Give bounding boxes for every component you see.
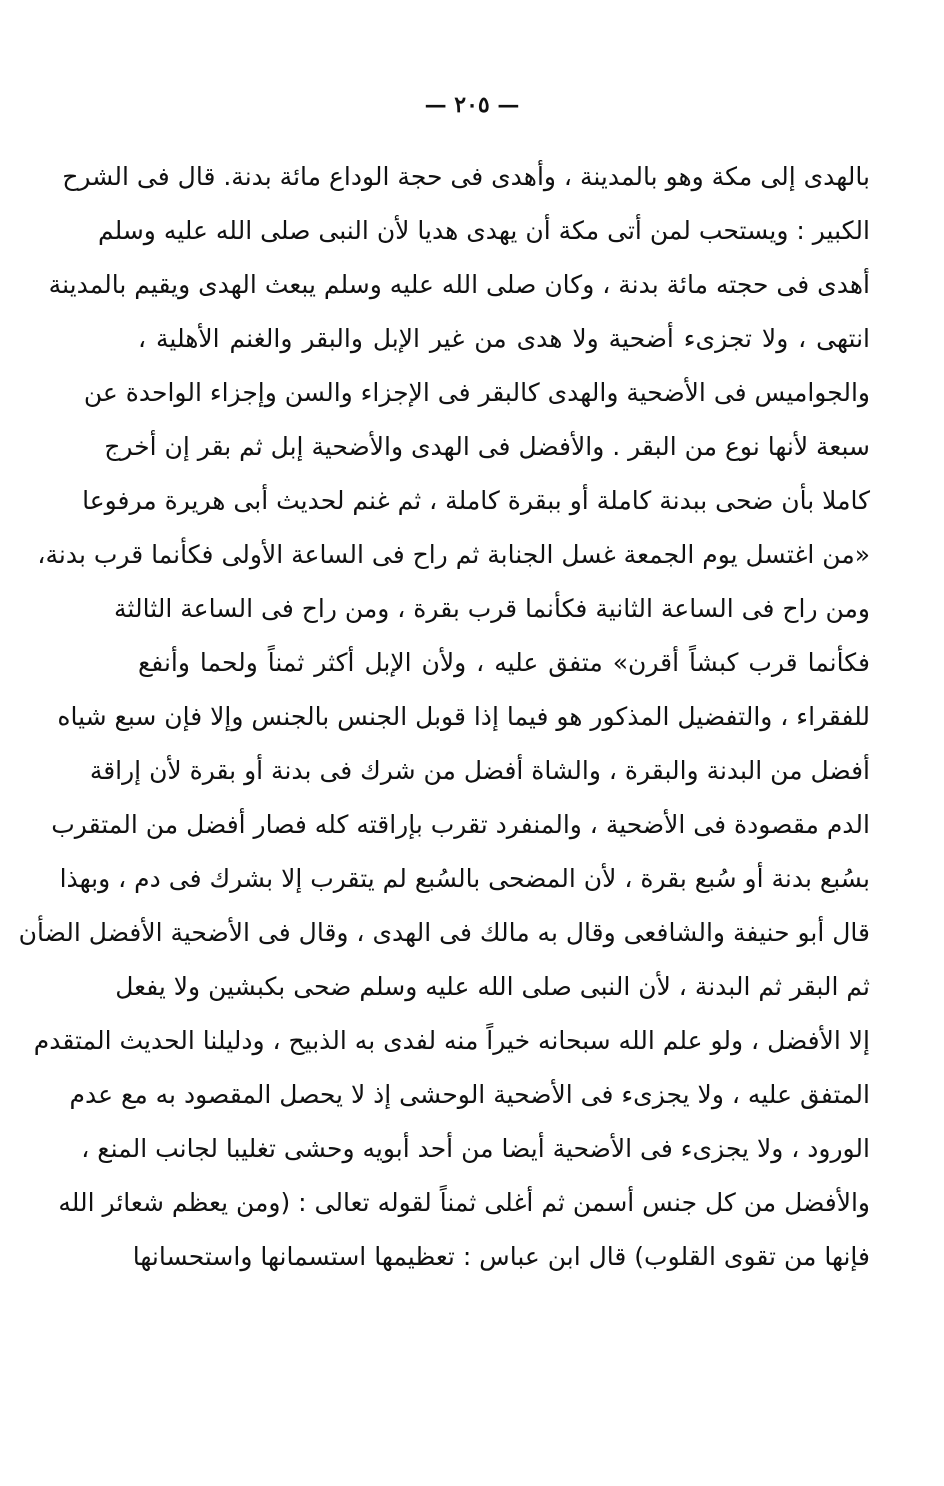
text-line: الدم مقصودة فى الأضحية ، والمنفرد تقرب بإراقته كله فصار أفضل من المتقرب <box>51 810 870 839</box>
page-number: — ٢٠٥ — <box>424 92 520 118</box>
text-line: بالهدى إلى مكة وهو بالمدينة ، وأهدى فى حجة الوداع مائة بدنة. قال فى الشرح <box>62 162 870 191</box>
text-line: فكأنما قرب كبشاً أقرن» متفق عليه ، ولأن الإبل أكثر ثمناً ولحما وأنفع <box>138 648 870 677</box>
text-line: والجواميس فى الأضحية والهدى كالبقر فى الإجزاء والسن وإجزاء الواحدة عن <box>83 378 870 407</box>
text-line: أفضل من البدنة والبقرة ، والشاة أفضل من شرك فى بدنة أو بقرة لأن إراقة <box>89 756 870 785</box>
text-line: ثم البقر ثم البدنة ، لأن النبى صلى الله عليه وسلم ضحى بكبشين ولا يفعل <box>115 972 870 1001</box>
text-line: إلا الأفضل ، ولو علم الله سبحانه خيراً منه لفدى به الذبيح ، ودليلنا الحديث المتقدم <box>33 1026 870 1055</box>
text-line: المتفق عليه ، ولا يجزىء فى الأضحية الوحشى إذ لا يحصل المقصود به مع عدم <box>69 1080 870 1109</box>
text-line: الكبير : ويستحب لمن أتى مكة أن يهدى هديا لأن النبى صلى الله عليه وسلم <box>97 216 870 245</box>
text-line: انتهى ، ولا تجزىء أضحية ولا هدى من غير الإبل والبقر والغنم الأهلية ، <box>138 324 870 353</box>
text-line: «من اغتسل يوم الجمعة غسل الجنابة ثم راح فى الساعة الأولى فكأنما قرب بدنة، <box>37 540 870 569</box>
text-line: كاملا بأن ضحى ببدنة كاملة أو ببقرة كاملة ، ثم غنم لحديث أبى هريرة مرفوعا <box>82 486 870 515</box>
text-line: بسُبع بدنة أو سُبع بقرة ، لأن المضحى بالسُبع لم يتقرب إلا بشرك فى دم ، وبهذا <box>59 864 870 893</box>
text-line: سبعة لأنها نوع من البقر . والأفضل فى الهدى والأضحية إبل ثم بقر إن أخرج <box>104 432 870 461</box>
text-line: أهدى فى حجته مائة بدنة ، وكان صلى الله عليه وسلم يبعث الهدى ويقيم بالمدينة <box>48 270 870 299</box>
text-line: فإنها من تقوى القلوب) قال ابن عباس : تعظيمها استسمانها واستحسانها <box>132 1242 870 1271</box>
body-text <box>18 150 870 1284</box>
text-line: ومن راح فى الساعة الثانية فكأنما قرب بقرة ، ومن راح فى الساعة الثالثة <box>114 594 870 623</box>
text-line: والأفضل من كل جنس أسمن ثم أغلى ثمناً لقوله تعالى : (ومن يعظم شعائر الله <box>58 1188 870 1217</box>
text-line: للفقراء ، والتفضيل المذكور هو فيما إذا قوبل الجنس بالجنس وإلا فإن سبع شياه <box>57 702 870 731</box>
text-line: الورود ، ولا يجزىء فى الأضحية أيضا من أحد أبويه وحشى تغليبا لجانب المنع ، <box>81 1134 870 1163</box>
text-line: قال أبو حنيفة والشافعى وقال به مالك فى الهدى ، وقال فى الأضحية الأفضل الضأن <box>18 918 870 947</box>
